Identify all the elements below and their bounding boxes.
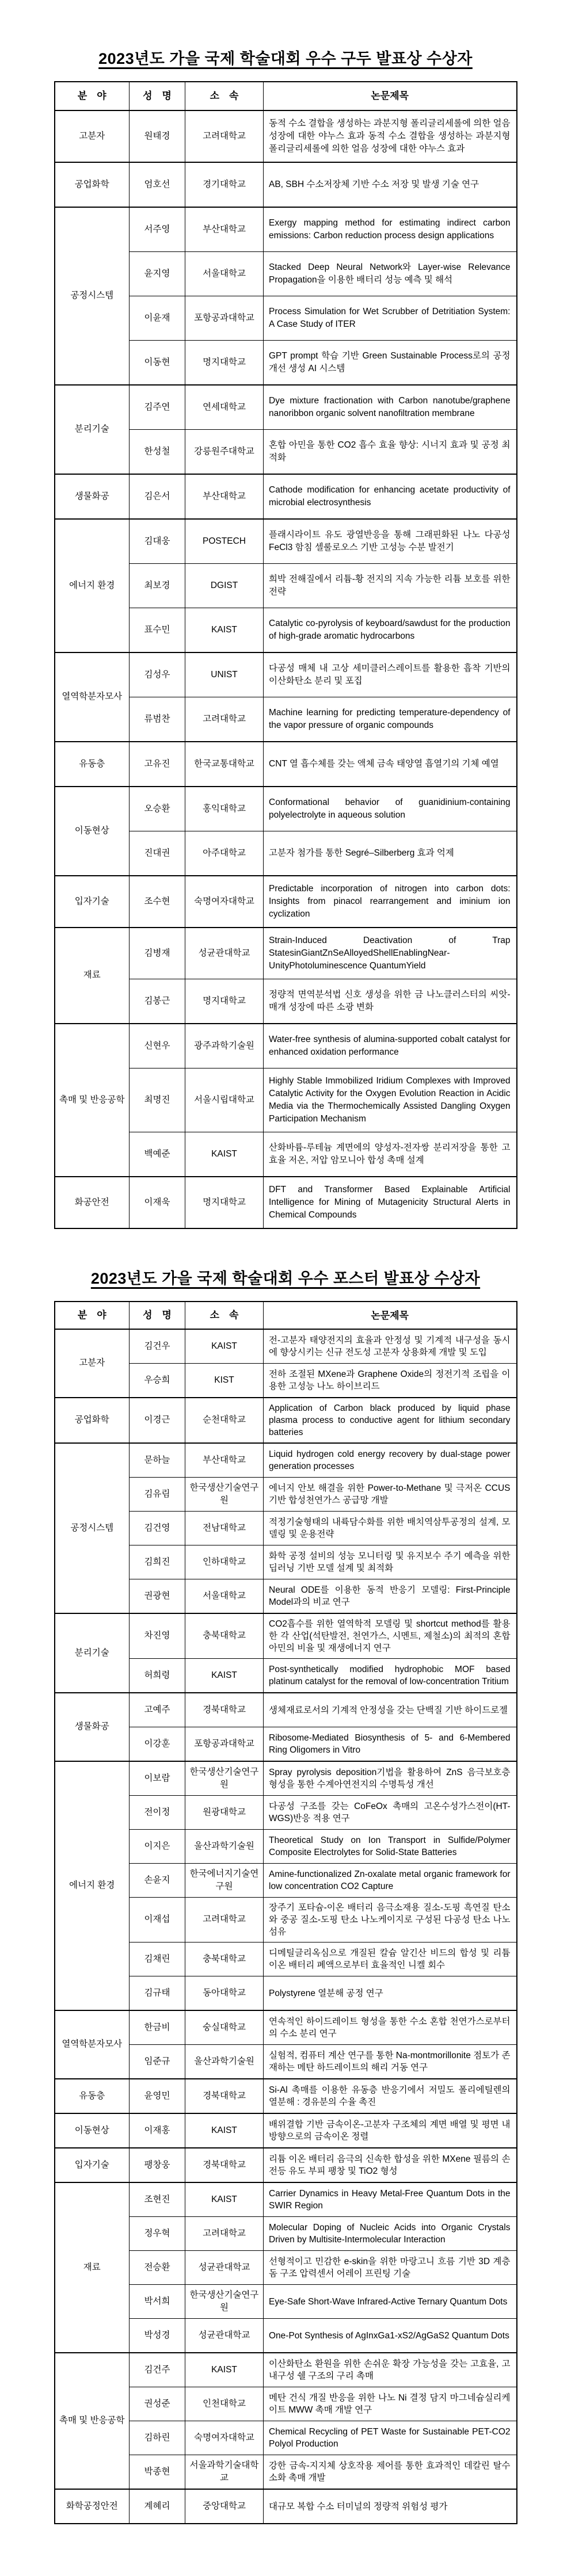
paper-title-cell: 화학 공정 설비의 성능 모니터링 및 유지보수 주기 예측을 위한 딥러닝 기반 모델 설계 및 최적화 xyxy=(264,1545,517,1579)
winner-name-cell: 서주영 xyxy=(130,207,185,252)
winner-name-cell: 이재섭 xyxy=(130,1898,185,1943)
affiliation-cell: 서울시립대학교 xyxy=(185,1068,264,1132)
field-cell: 화공안전 xyxy=(55,1177,130,1228)
affiliation-cell: KIST xyxy=(185,1364,264,1398)
winner-name-cell: 박성경 xyxy=(130,2319,185,2353)
affiliation-cell: 경북대학교 xyxy=(185,2079,264,2113)
winner-name-cell: 류범찬 xyxy=(130,697,185,742)
paper-title-cell: Strain-Induced Deactivation of Trap StatesinGiantZnSeAlloyedShellEnablingNear-UnityPhotoluminescence QuantumYield xyxy=(264,928,517,979)
paper-title-cell: 연속적인 하이드레이트 형성을 통한 수소 혼합 천연가스로부터의 수소 분리 연구 xyxy=(264,2010,517,2045)
header-row xyxy=(55,82,517,110)
winner-name-cell: 김하린 xyxy=(130,2421,185,2455)
oral-awards-title: 2023년도 가을 국제 학술대회 우수 구두 발표상 수상자 xyxy=(98,50,473,67)
paper-title-cell: 메탄 건식 개질 반응을 위한 나노 Ni 결정 담지 마그네슘실리케이트 MWW 촉매 개발 연구 xyxy=(264,2387,517,2421)
paper-title-cell: 고분자 첨가를 통한 Segré–Silberberg 효과 억제 xyxy=(264,831,517,876)
winner-name-cell: 김병재 xyxy=(130,928,185,979)
winner-name-cell: 고유진 xyxy=(130,742,185,787)
affiliation-cell: 고려대학교 xyxy=(185,1898,264,1943)
winner-name-cell: 김주연 xyxy=(130,385,185,430)
affiliation-cell: 서울대학교 xyxy=(185,1579,264,1614)
award-row xyxy=(55,2489,517,2524)
paper-title-cell: Machine learning for predicting temperature-dependency of the vapor pressure of organic compounds xyxy=(264,697,517,742)
field-cell: 이동현상 xyxy=(55,2113,130,2148)
paper-title-cell: 실험적, 컴퓨터 계산 연구를 통한 Na-montmorillonite 점토가 존재하는 메탄 하드레이트의 해리 거동 연구 xyxy=(264,2045,517,2079)
award-row xyxy=(55,1329,517,1364)
affiliation-cell: 숭실대학교 xyxy=(185,2010,264,2045)
award-row xyxy=(55,1693,517,1727)
affiliation-cell: 한국생산기술연구원 xyxy=(185,1478,264,1512)
winner-name-cell: 김건영 xyxy=(130,1512,185,1545)
award-row xyxy=(55,385,517,430)
winner-name-cell: 진대권 xyxy=(130,831,185,876)
affiliation-cell: 명지대학교 xyxy=(185,1177,264,1228)
affiliation-cell: 명지대학교 xyxy=(185,979,264,1024)
winner-name-cell: 이강훈 xyxy=(130,1727,185,1762)
affiliation-cell: 부산대학교 xyxy=(185,207,264,252)
award-row xyxy=(55,787,517,831)
header-affiliation: 소 속 xyxy=(185,1302,264,1329)
affiliation-cell: 강릉원주대학교 xyxy=(185,430,264,475)
paper-title-cell: Eye-Safe Short-Wave Infrared-Active Ternary Quantum Dots xyxy=(264,2285,517,2319)
winner-name-cell: 차진영 xyxy=(130,1613,185,1659)
winner-name-cell: 조수현 xyxy=(130,876,185,928)
paper-title-cell: CO2흡수를 위한 열역학적 모델링 및 shortcut method를 활용한 각 산업(석탄발전, 천연가스, 시멘트, 제철소)의 최적의 혼합 아민의 비율 및 재생에너지 연구 xyxy=(264,1613,517,1659)
winner-name-cell: 김건주 xyxy=(130,2353,185,2387)
affiliation-cell: 인하대학교 xyxy=(185,1545,264,1579)
paper-title-cell: 다공성 매체 내 고상 세미클러스레이트를 활용한 흡착 기반의 이산화탄소 분리 및 포집 xyxy=(264,652,517,697)
winner-name-cell: 박서희 xyxy=(130,2285,185,2319)
award-row xyxy=(55,1024,517,1068)
oral-awards-table xyxy=(54,81,517,1229)
field-cell: 고분자 xyxy=(55,1329,130,1398)
paper-title-cell: Ribosome-Mediated Biosynthesis of 5- and 6-Membered Ring Oligomers in Vitro xyxy=(264,1727,517,1762)
affiliation-cell: 울산과학기술원 xyxy=(185,1830,264,1864)
winner-name-cell: 최명진 xyxy=(130,1068,185,1132)
affiliation-cell: KAIST xyxy=(185,1659,264,1693)
affiliation-cell: POSTECH xyxy=(185,519,264,564)
field-cell: 입자기술 xyxy=(55,876,130,928)
award-row xyxy=(55,742,517,787)
winner-name-cell: 박종현 xyxy=(130,2455,185,2490)
paper-title-cell: Cathode modification for enhancing acetate productivity of microbial electrosynthesis xyxy=(264,474,517,519)
paper-title-cell: 희박 전해질에서 리튬-황 전지의 지속 가능한 리튬 보호를 위한 전략 xyxy=(264,564,517,608)
paper-title-cell: Carrier Dynamics in Heavy Metal-Free Quantum Dots in the SWIR Region xyxy=(264,2182,517,2217)
winner-name-cell: 백예준 xyxy=(130,1132,185,1177)
paper-title-cell: Application of Carbon black produced by liquid phase plasma process to conductive agent for lithium secondary batteries xyxy=(264,1398,517,1443)
paper-title-cell: 이산화탄소 환원을 위한 손쉬운 확장 가능성을 갖는 고효율, 고내구성 쉘 구조의 구리 촉매 xyxy=(264,2353,517,2387)
affiliation-cell: 순천대학교 xyxy=(185,1398,264,1443)
paper-title-cell: Spray pyrolysis deposition기법을 활용하여 ZnS 음극보호층 형성을 통한 수계아연전지의 수명특성 개선 xyxy=(264,1761,517,1796)
winner-name-cell: 계혜리 xyxy=(130,2489,185,2524)
winner-name-cell: 원태경 xyxy=(130,110,185,162)
affiliation-cell: 부산대학교 xyxy=(185,1443,264,1478)
field-cell: 에너지 환경 xyxy=(55,1761,130,2010)
affiliation-cell: 포항공과대학교 xyxy=(185,296,264,341)
paper-title-cell: GPT prompt 학습 기반 Green Sustainable Process로의 공정 개선 생성 AI 시스템 xyxy=(264,341,517,386)
award-row xyxy=(55,2010,517,2045)
paper-title-cell: Process Simulation for Wet Scrubber of Detritiation System: A Case Study of ITER xyxy=(264,296,517,341)
affiliation-cell: 경북대학교 xyxy=(185,1693,264,1727)
award-row xyxy=(55,1177,517,1228)
award-row xyxy=(55,1443,517,1478)
award-row xyxy=(55,110,517,162)
affiliation-cell: 한국교통대학교 xyxy=(185,742,264,787)
paper-title-cell: AB, SBH 수소저장체 기반 수소 저장 및 발생 기술 연구 xyxy=(264,162,517,207)
winner-name-cell: 조현진 xyxy=(130,2182,185,2217)
paper-title-cell: 동적 수소 결합을 생성하는 과분지형 폴리글리세롤에 의한 얼음 성장에 대한 야누스 효과 동적 수소 결합을 생성하는 과분지형 폴리글리세롤에 의한 얼음 성장에 대한 야누스 효과 xyxy=(264,110,517,162)
field-cell: 공업화학 xyxy=(55,162,130,207)
paper-title-cell: Catalytic co-pyrolysis of keyboard/sawdust for the production of high-grade aromatic hydrocarbons xyxy=(264,608,517,653)
paper-title-cell: 생체재료로서의 기계적 안정성을 갖는 단백질 기반 하이드로젤 xyxy=(264,1693,517,1727)
affiliation-cell: 울산과학기술원 xyxy=(185,2045,264,2079)
affiliation-cell: 아주대학교 xyxy=(185,831,264,876)
affiliation-cell: KAIST xyxy=(185,2182,264,2217)
oral-awards-table-body xyxy=(55,110,517,1228)
paper-title-cell: 전-고분자 태양전지의 효율과 안정성 및 기계적 내구성을 동시에 향상시키는 신규 전도성 고분자 상용화제 개발 및 도입 xyxy=(264,1329,517,1364)
affiliation-cell: 성균관대학교 xyxy=(185,2319,264,2353)
affiliation-cell: 부산대학교 xyxy=(185,474,264,519)
winner-name-cell: 김희진 xyxy=(130,1545,185,1579)
paper-title-cell: Theoretical Study on Ion Transport in Sulfide/Polymer Composite Electrolytes for Solid-State Batteries xyxy=(264,1830,517,1864)
poster-awards-title: 2023년도 가을 국제 학술대회 우수 포스터 발표상 수상자 xyxy=(90,1270,481,1287)
affiliation-cell: KAIST xyxy=(185,2353,264,2387)
header-field: 분 야 xyxy=(55,1302,130,1329)
winner-name-cell: 정우혁 xyxy=(130,2217,185,2251)
paper-title-cell: CNT 열 흡수체를 갖는 액체 금속 태양열 흡열기의 기체 예열 xyxy=(264,742,517,787)
field-cell: 생물화공 xyxy=(55,1693,130,1761)
winner-name-cell: 김유림 xyxy=(130,1478,185,1512)
poster-awards-table-header xyxy=(55,1302,517,1329)
paper-title-cell: Stacked Deep Neural Network와 Layer-wise Relevance Propagation을 이용한 배터리 성능 예측 및 해석 xyxy=(264,252,517,296)
paper-title-cell: Si-Al 촉매를 이용한 유동층 반응기에서 저밀도 폴리에틸렌의 열분해 : 경유분의 수율 촉진 xyxy=(264,2079,517,2113)
winner-name-cell: 이보람 xyxy=(130,1761,185,1796)
winner-name-cell: 이윤재 xyxy=(130,296,185,341)
oral-awards-section xyxy=(0,46,571,1229)
header-row xyxy=(55,1302,517,1329)
field-cell: 유동층 xyxy=(55,742,130,787)
affiliation-cell: 충북대학교 xyxy=(185,1943,264,1976)
affiliation-cell: 충북대학교 xyxy=(185,1613,264,1659)
award-row xyxy=(55,2353,517,2387)
header-affiliation: 소 속 xyxy=(185,82,264,110)
field-cell: 고분자 xyxy=(55,110,130,162)
winner-name-cell: 윤영민 xyxy=(130,2079,185,2113)
award-row xyxy=(55,162,517,207)
winner-name-cell: 이재홍 xyxy=(130,2113,185,2148)
affiliation-cell: 성균관대학교 xyxy=(185,928,264,979)
award-row xyxy=(55,928,517,979)
award-row xyxy=(55,2182,517,2217)
header-name: 성 명 xyxy=(130,82,185,110)
field-cell: 열역학분자모사 xyxy=(55,652,130,742)
winner-name-cell: 신현우 xyxy=(130,1024,185,1068)
paper-title-cell: 혼합 아민을 통한 CO2 흡수 효율 향상: 시너지 효과 및 공정 최적화 xyxy=(264,430,517,475)
affiliation-cell: 중앙대학교 xyxy=(185,2489,264,2524)
affiliation-cell: 한국생산기술연구원 xyxy=(185,2285,264,2319)
header-paper-title: 논문제목 xyxy=(264,82,517,110)
affiliation-cell: KAIST xyxy=(185,2113,264,2148)
paper-title-cell: Molecular Doping of Nucleic Acids into Organic Crystals Driven by Multisite-Intermolecular Interaction xyxy=(264,2217,517,2251)
field-cell: 분리기술 xyxy=(55,385,130,474)
winner-name-cell: 권성준 xyxy=(130,2387,185,2421)
affiliation-cell: UNIST xyxy=(185,652,264,697)
paper-title-cell: 디메틸글리옥심으로 개질된 칼슘 알긴산 비드의 합성 및 리튬 이온 배터리 폐액으로부터 효율적인 니켈 회수 xyxy=(264,1943,517,1976)
affiliation-cell: KAIST xyxy=(185,608,264,653)
award-row xyxy=(55,876,517,928)
paper-title-cell: DFT and Transformer Based Explainable Artificial Intelligence for Mining of Mutagenicity Structural Alerts in Chemical Compounds xyxy=(264,1177,517,1228)
affiliation-cell: 숙명여자대학교 xyxy=(185,876,264,928)
paper-title-cell: Liquid hydrogen cold energy recovery by dual-stage power generation processes xyxy=(264,1443,517,1478)
winner-name-cell: 이경근 xyxy=(130,1398,185,1443)
award-row xyxy=(55,474,517,519)
affiliation-cell: 한국생산기술연구원 xyxy=(185,1761,264,1796)
winner-name-cell: 김채린 xyxy=(130,1943,185,1976)
winner-name-cell: 팽창웅 xyxy=(130,2148,185,2182)
affiliation-cell: DGIST xyxy=(185,564,264,608)
affiliation-cell: KAIST xyxy=(185,1329,264,1364)
affiliation-cell: 경북대학교 xyxy=(185,2148,264,2182)
winner-name-cell: 전승환 xyxy=(130,2251,185,2285)
field-cell: 유동층 xyxy=(55,2079,130,2113)
paper-title-cell: Dye mixture fractionation with Carbon nanotube/graphene nanoribbon organic solvent nanofiltration membrane xyxy=(264,385,517,430)
affiliation-cell: 서울대학교 xyxy=(185,252,264,296)
paper-title-cell: Highly Stable Immobilized Iridium Complexes with Improved Catalytic Activity for the Oxygen Evolution Reaction in Acidic Media via the Thermochemically Assisted Dangling Oxygen Participation Mechanism xyxy=(264,1068,517,1132)
field-cell: 에너지 환경 xyxy=(55,519,130,652)
affiliation-cell: 홍익대학교 xyxy=(185,787,264,831)
poster-awards-section xyxy=(0,1266,571,2524)
poster-awards-table xyxy=(54,1301,517,2524)
paper-title-cell: One-Pot Synthesis of AgInxGa1-xS2/AgGaS2 Quantum Dots xyxy=(264,2319,517,2353)
winner-name-cell: 김규태 xyxy=(130,1976,185,2011)
paper-title-cell: Chemical Recycling of PET Waste for Sustainable PET-CO2 Polyol Production xyxy=(264,2421,517,2455)
field-cell: 공정시스템 xyxy=(55,207,130,385)
affiliation-cell: 명지대학교 xyxy=(185,341,264,386)
affiliation-cell: 연세대학교 xyxy=(185,385,264,430)
paper-title-cell: 산화바륨-루테늄 계면에의 양성자-전자쌍 분리저장을 통한 고효율 저온, 저압 암모니아 합성 촉매 설계 xyxy=(264,1132,517,1177)
winner-name-cell: 허희령 xyxy=(130,1659,185,1693)
paper-title-cell: 전하 조절된 MXene과 Graphene Oxide의 정전기적 조립을 이용한 고성능 나노 하이브리드 xyxy=(264,1364,517,1398)
winner-name-cell: 최보경 xyxy=(130,564,185,608)
affiliation-cell: 동아대학교 xyxy=(185,1976,264,2011)
field-cell: 공업화학 xyxy=(55,1398,130,1443)
paper-title-cell: Conformational behavior of guanidinium-containing polyelectrolyte in aqueous solution xyxy=(264,787,517,831)
oral-awards-table-header xyxy=(55,82,517,110)
winner-name-cell: 이지은 xyxy=(130,1830,185,1864)
award-row xyxy=(55,2148,517,2182)
winner-name-cell: 우승희 xyxy=(130,1364,185,1398)
paper-title-cell: Exergy mapping method for estimating indirect carbon emissions: Carbon reduction process design applications xyxy=(264,207,517,252)
paper-title-cell: Post-synthetically modified hydrophobic MOF based platinum catalyst for the removal of low-concentration Tritium xyxy=(264,1659,517,1693)
winner-name-cell: 이재욱 xyxy=(130,1177,185,1228)
winner-name-cell: 김대웅 xyxy=(130,519,185,564)
affiliation-cell: 한국에너지기술연구원 xyxy=(185,1864,264,1898)
header-field: 분 야 xyxy=(55,82,130,110)
field-cell: 공정시스템 xyxy=(55,1443,130,1613)
paper-title-cell: 플래시라이트 유도 광열반응을 통해 그래핀화된 나노 다공성 FeCl3 함침 셀룰로오스 기반 고성능 수분 발전기 xyxy=(264,519,517,564)
winner-name-cell: 김건우 xyxy=(130,1329,185,1364)
winner-name-cell: 윤지영 xyxy=(130,252,185,296)
affiliation-cell: 고려대학교 xyxy=(185,697,264,742)
award-row xyxy=(55,652,517,697)
field-cell: 이동현상 xyxy=(55,787,130,876)
field-cell: 촉매 및 반응공학 xyxy=(55,1024,130,1177)
affiliation-cell: 인천대학교 xyxy=(185,2387,264,2421)
paper-title-cell: Water-free synthesis of alumina-supported cobalt catalyst for enhanced oxidation performance xyxy=(264,1024,517,1068)
affiliation-cell: 원광대학교 xyxy=(185,1796,264,1830)
paper-title-cell: 배위결합 기반 금속이온-고분자 구조체의 계면 배열 및 평면 내 방향으로의 금속이온 정렬 xyxy=(264,2113,517,2148)
header-paper-title: 논문제목 xyxy=(264,1302,517,1329)
field-cell: 입자기술 xyxy=(55,2148,130,2182)
winner-name-cell: 이동현 xyxy=(130,341,185,386)
paper-title-cell: Predictable incorporation of nitrogen into carbon dots: Insights from pinacol rearrangement and iminium ion cyclization xyxy=(264,876,517,928)
affiliation-cell: 경기대학교 xyxy=(185,162,264,207)
affiliation-cell: 서울과학기술대학교 xyxy=(185,2455,264,2490)
winner-name-cell: 문하늘 xyxy=(130,1443,185,1478)
paper-title-cell: 정량적 면역분석법 신호 생성을 위한 금 나노클러스터의 씨앗-매개 성장에 따른 소광 변화 xyxy=(264,979,517,1024)
award-row xyxy=(55,207,517,252)
affiliation-cell: KAIST xyxy=(185,1132,264,1177)
affiliation-cell: 성균관대학교 xyxy=(185,2251,264,2285)
poster-awards-table-body xyxy=(55,1329,517,2524)
award-row xyxy=(55,1398,517,1443)
field-cell: 생물화공 xyxy=(55,474,130,519)
field-cell: 열역학분자모사 xyxy=(55,2010,130,2079)
paper-title-cell: 강한 금속-지지체 상호작용 제어를 통한 효과적인 데칼린 탈수소화 촉매 개발 xyxy=(264,2455,517,2490)
winner-name-cell: 오승환 xyxy=(130,787,185,831)
affiliation-cell: 숙명여자대학교 xyxy=(185,2421,264,2455)
field-cell: 촉매 및 반응공학 xyxy=(55,2353,130,2489)
paper-title-cell: 에너지 안보 해결을 위한 Power-to-Methane 및 극저온 CCUS 기반 합성천연가스 공급망 개발 xyxy=(264,1478,517,1512)
winner-name-cell: 한성철 xyxy=(130,430,185,475)
affiliation-cell: 고려대학교 xyxy=(185,2217,264,2251)
award-row xyxy=(55,2079,517,2113)
award-row xyxy=(55,2113,517,2148)
winner-name-cell: 김성우 xyxy=(130,652,185,697)
award-row xyxy=(55,1613,517,1659)
paper-title-cell: Amine-functionalized Zn-oxalate metal organic framework for low concentration CO2 Capture xyxy=(264,1864,517,1898)
field-cell: 화학공정안전 xyxy=(55,2489,130,2524)
affiliation-cell: 광주과학기술원 xyxy=(185,1024,264,1068)
winner-name-cell: 전이정 xyxy=(130,1796,185,1830)
paper-title-cell: 대규모 복합 수소 터미널의 정량적 위험성 평가 xyxy=(264,2489,517,2524)
winner-name-cell: 표수민 xyxy=(130,608,185,653)
affiliation-cell: 전남대학교 xyxy=(185,1512,264,1545)
winner-name-cell: 고예주 xyxy=(130,1693,185,1727)
affiliation-cell: 고려대학교 xyxy=(185,110,264,162)
paper-title-cell: 다공성 구조를 갖는 CoFeOx 촉매의 고온수성가스전이(HT-WGS)반응 적용 연구 xyxy=(264,1796,517,1830)
affiliation-cell: 포항공과대학교 xyxy=(185,1727,264,1762)
header-name: 성 명 xyxy=(130,1302,185,1329)
field-cell: 분리기술 xyxy=(55,1613,130,1693)
paper-title-cell: 선형적이고 민감한 e-skin을 위한 마랑고니 흐름 기반 3D 계층돔 구조 압력센서 어레이 프린팅 기술 xyxy=(264,2251,517,2285)
award-row xyxy=(55,519,517,564)
winner-name-cell: 손윤지 xyxy=(130,1864,185,1898)
field-cell: 재료 xyxy=(55,2182,130,2353)
winner-name-cell: 김은서 xyxy=(130,474,185,519)
field-cell: 재료 xyxy=(55,928,130,1024)
paper-title-cell: Neural ODE를 이용한 동적 반응기 모델링: First-Principle Model과의 비교 연구 xyxy=(264,1579,517,1614)
paper-title-cell: 장주기 포타슘-이온 배터리 음극소재용 질소-도핑 흑연질 탄소와 중공 질소-도핑 탄소 나노케이지로 구성된 다공성 탄소 나노섬유 xyxy=(264,1898,517,1943)
award-row xyxy=(55,1761,517,1796)
winner-name-cell: 권광현 xyxy=(130,1579,185,1614)
paper-title-cell: Polystyrene 열분해 공정 연구 xyxy=(264,1976,517,2011)
paper-title-cell: 리튬 이온 배터리 음극의 신속한 합성을 위한 MXene 필름의 손전등 유도 부피 팽창 및 TiO2 형성 xyxy=(264,2148,517,2182)
winner-name-cell: 엄호선 xyxy=(130,162,185,207)
winner-name-cell: 김봉근 xyxy=(130,979,185,1024)
winner-name-cell: 임준규 xyxy=(130,2045,185,2079)
winner-name-cell: 한금비 xyxy=(130,2010,185,2045)
paper-title-cell: 적정기술형태의 내륙담수화를 위한 배치역삼투공정의 설계, 모델링 및 운용전략 xyxy=(264,1512,517,1545)
